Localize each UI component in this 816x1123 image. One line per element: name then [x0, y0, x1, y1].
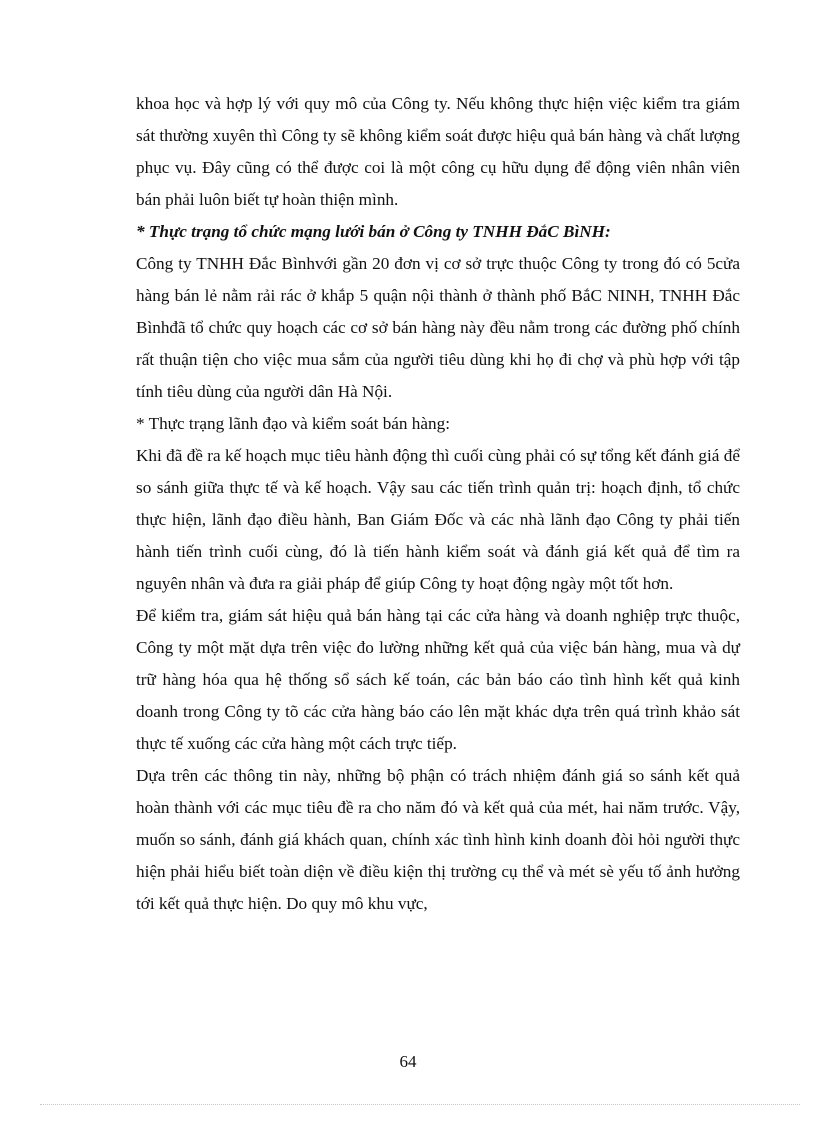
paragraph-continuation: khoa học và hợp lý với quy mô của Công ty. Nếu không thực hiện việc kiểm tra giám sát thường xuyên thì Công ty sẽ không kiểm soát được hiệu quả bán hàng và chất lượng phục vụ. Đây cũng có thể được coi là một công cụ hữu dụng để động viên nhân viên bán phải luôn biết tự hoàn thiện mình.: [136, 94, 740, 209]
section-heading-sales-control: * Thực trạng lãnh đạo và kiểm soát bán hàng:: [136, 414, 450, 433]
page-number: 64: [399, 1052, 417, 1071]
paragraph-planning-evaluation: Khi đã đề ra kế hoạch mục tiêu hành động thì cuối cùng phải có sự tổng kết đánh giá để so sánh giữa thực tế và kế hoạch. Vậy sau các tiến trình quản trị: hoạch định, tổ chức thực hiện, lãnh đạo điều hành, Ban Giám Đốc và các nhà lãnh đạo Công ty phải tiến hành tiến trình cuối cùng, đó là tiến hành kiểm soát và đánh giá kết quả để tìm ra nguyên nhân và đưa ra giải pháp để giúp Công ty hoạt động ngày một tốt hơn.: [136, 446, 740, 593]
paragraph-comparison: Dựa trên các thông tin này, những bộ phận có trách nhiệm đánh giá so sánh kết quả hoàn thành với các mục tiêu đề ra cho năm đó và kết quả của mét, hai năm trước. Vậy, muốn so sánh, đánh giá khách quan, chính xác tình hình kinh doanh đòi hỏi người thực hiện phải hiểu biết toàn diện về điều kiện thị trường cụ thể và mét sè yếu tố ảnh hưởng tới kết quả thực hiện. Do quy mô khu vực,: [136, 766, 740, 913]
paragraph-sales-network: Công ty TNHH Đắc Bìnhvới gần 20 đơn vị cơ sở trực thuộc Công ty trong đó có 5cửa hàng bán lẻ nằm rải rác ở khắp 5 quận nội thành ở thành phố BắC NINH, TNHH Đắc Bìnhđã tổ chức quy hoạch các cơ sở bán hàng này đều nằm trong các đường phố chính rất thuận tiện cho việc mua sắm của người tiêu dùng khi họ đi chợ và phù hợp với tập tính tiêu dùng của người dân Hà Nội.: [136, 254, 740, 401]
section-heading-sales-network: * Thực trạng tổ chức mạng lưới bán ở Công ty TNHH ĐắC BìNH:: [136, 222, 611, 241]
page-bottom-divider: [40, 1104, 800, 1105]
paragraph-inspection: Để kiểm tra, giám sát hiệu quả bán hàng tại các cửa hàng và doanh nghiệp trực thuộc, Công ty một mặt dựa trên việc đo lường những kết quả của việc bán hàng, mua và dự trữ hàng hóa qua hệ thống sổ sách kế toán, các bản báo cáo tình hình kết quả kinh doanh trong Công ty tõ các cửa hàng báo cáo lên mặt khác dựa trên quá trình khảo sát thực tế xuống các cửa hàng một cách trực tiếp.: [136, 606, 740, 753]
document-body: [136, 88, 740, 920]
